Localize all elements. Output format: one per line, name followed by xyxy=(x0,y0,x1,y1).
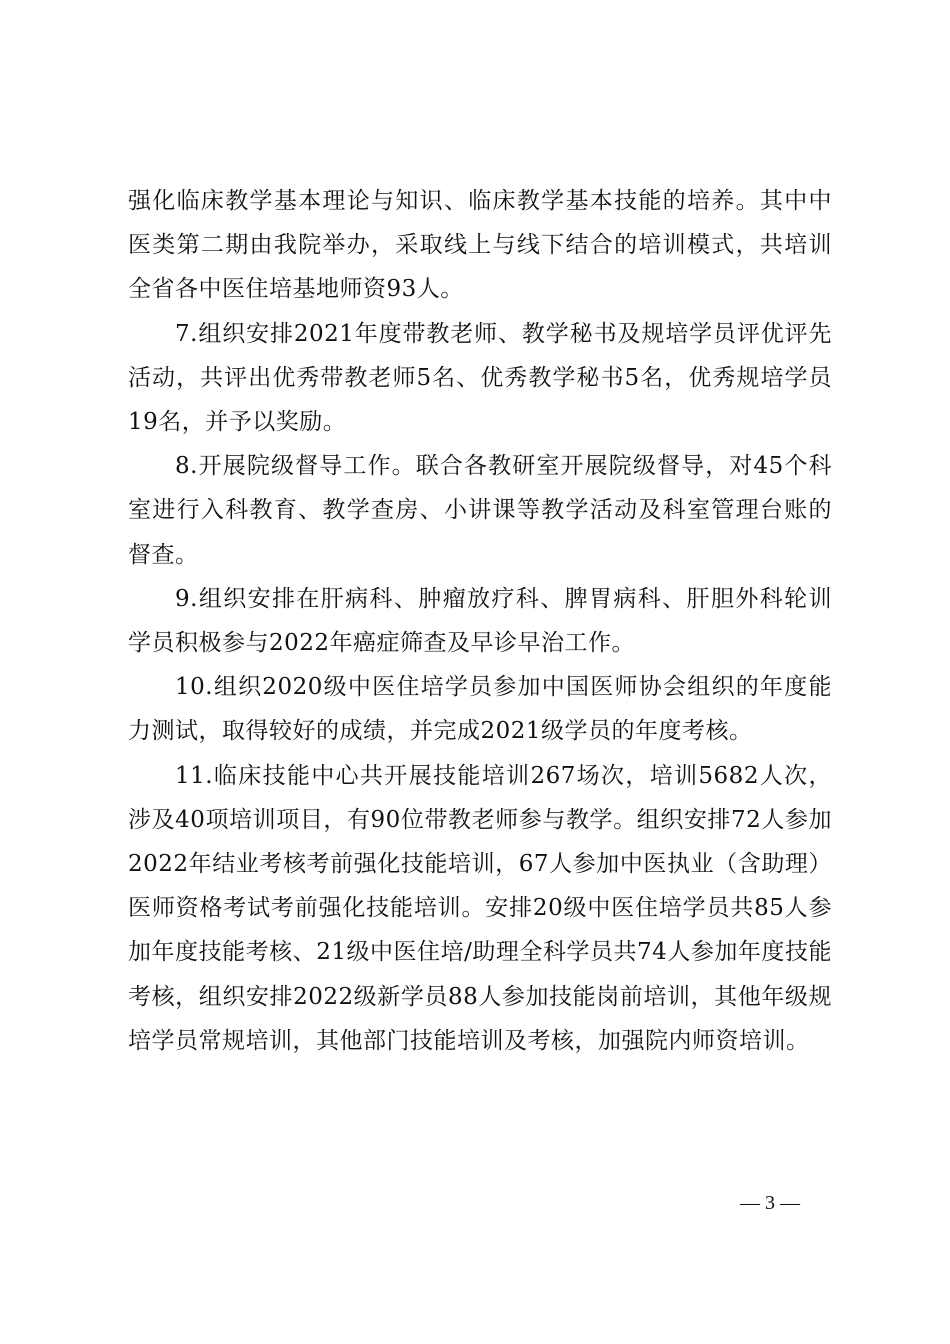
document-body xyxy=(128,179,832,1063)
paragraph-item-7: 7.组织安排2021年度带教老师、教学秘书及规培学员评优评先活动，共评出优秀带教老师5名、优秀教学秘书5名，优秀规培学员19名，并予以奖励。 xyxy=(128,320,832,436)
paragraph-item-10: 10.组织2020级中医住培学员参加中国医师协会组织的年度能力测试，取得较好的成绩，并完成2021级学员的年度考核。 xyxy=(128,674,832,745)
paragraph-item-11: 11.临床技能中心共开展技能培训267场次，培训5682人次，涉及40项培训项目，有90位带教老师参与教学。组织安排72人参加2022年结业考核考前强化技能培训，67人参加中医执业（含助理）医师资格考试考前强化技能培训。安排20级中医住培学员共85人参加年度技能考核、21级中医住培/助理全科学员共74人参加年度技能考核，组织安排2022级新学员88人参加技能岗前培训，其他年级规培学员常规培训，其他部门技能培训及考核，加强院内师资培训。 xyxy=(128,762,832,1054)
page-number: — 3 — xyxy=(740,1192,800,1214)
paragraph-item-9: 9.组织安排在肝病科、肿瘤放疗科、脾胃病科、肝胆外科轮训学员积极参与2022年癌症筛查及早诊早治工作。 xyxy=(128,585,832,657)
paragraph-continuation: 强化临床教学基本理论与知识、临床教学基本技能的培养。其中中医类第二期由我院举办，采取线上与线下结合的培训模式，共培训全省各中医住培基地师资93人。 xyxy=(128,188,832,303)
paragraph-item-8: 8.开展院级督导工作。联合各教研室开展院级督导，对45个科室进行入科教育、教学查房、小讲课等教学活动及科室管理台账的督查。 xyxy=(128,453,832,568)
